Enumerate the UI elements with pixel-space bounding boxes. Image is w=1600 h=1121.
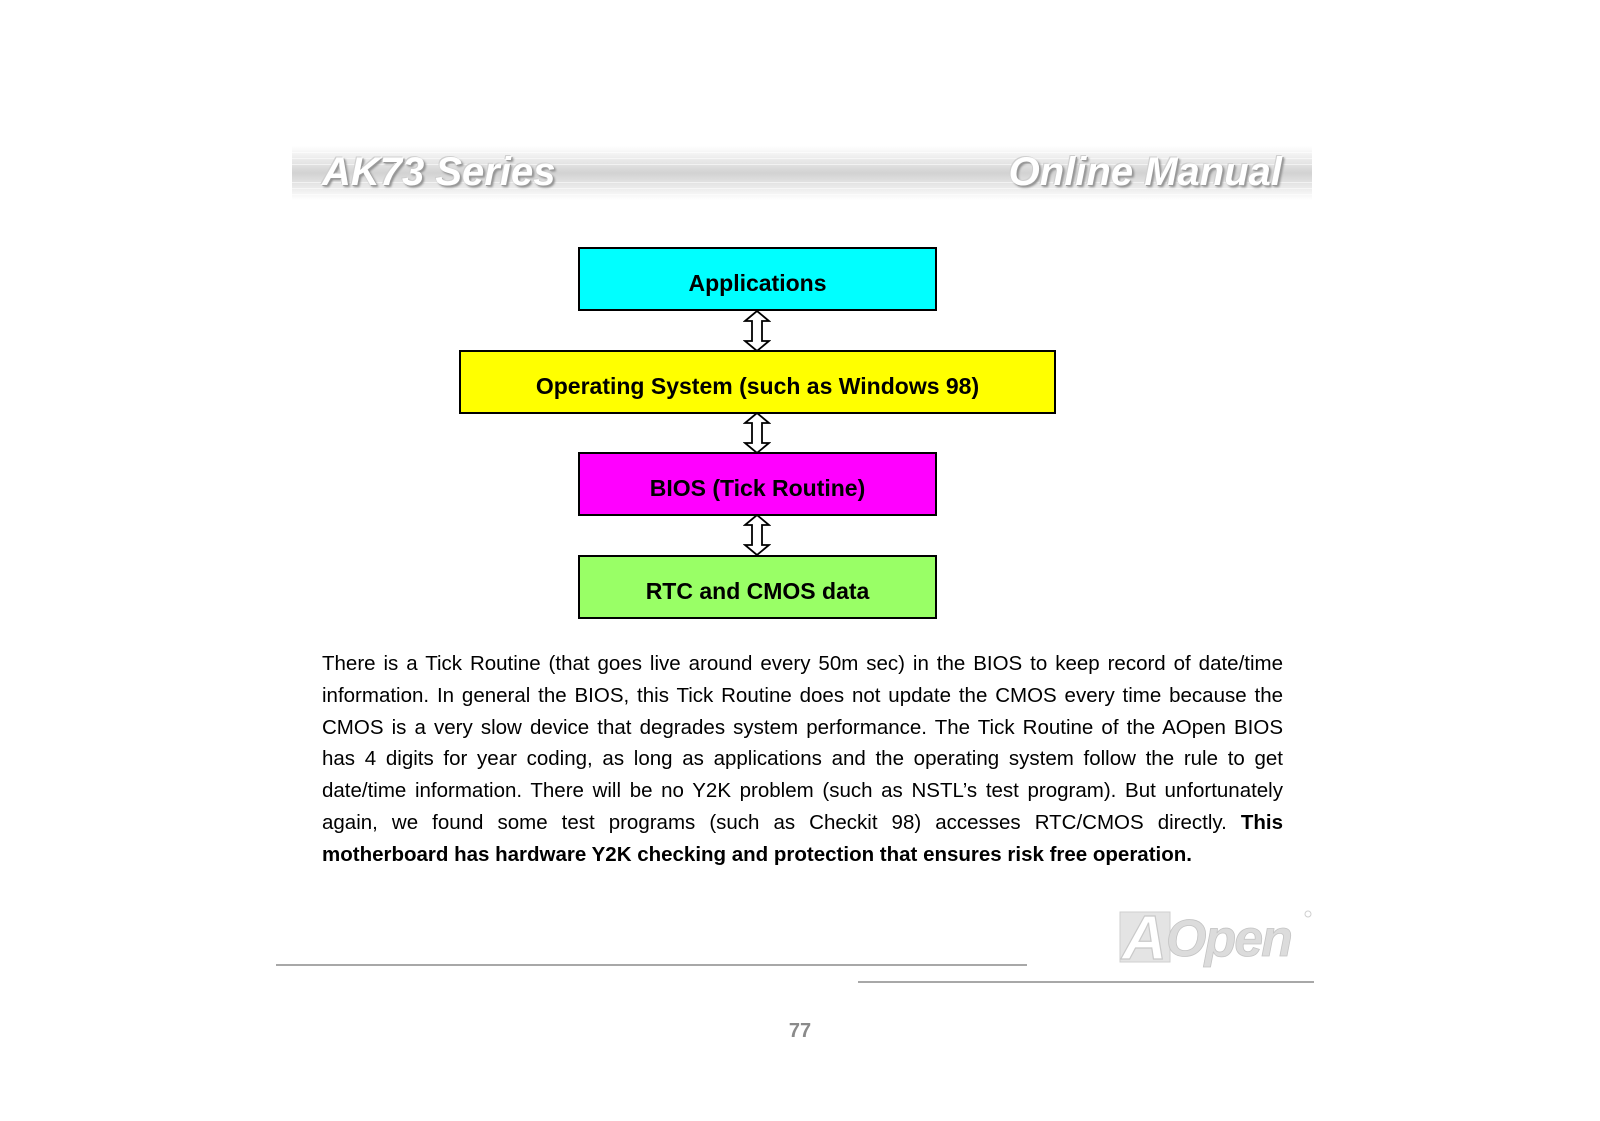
diagram-box-bios: BIOS (Tick Routine) [578,452,937,516]
double-arrow-icon [743,514,771,556]
body-paragraph [322,648,1283,871]
diagram-box-operating-system: Operating System (such as Windows 98) [459,350,1056,414]
aopen-logo-icon [1118,904,1314,970]
svg-text:Open: Open [1166,910,1291,968]
double-arrow-icon [743,412,771,454]
header-manual-title: Online Manual [1008,150,1282,194]
body-paragraph-text: There is a Tick Routine (that goes live around every 50m sec) in the BIOS to keep record of date/time information. In general the BIOS, this Tick Routine does not update the CMOS every time because the CMOS is a very slow device that degrades system performance. The Tick Routine of the AOpen BIOS has 4 digits for year coding, as long as applications and the operating system follow the rule to get date/time information. There will be no Y2K problem (such as NSTL’s test program). But unfortunately again, we found some test programs (such as Checkit 98) accesses RTC/CMOS directly. [322,652,1283,834]
page-number: 77 [788,1020,812,1042]
footer-rule-right [858,981,1314,983]
diagram-box-rtc-cmos: RTC and CMOS data [578,555,937,619]
footer-rule-left [276,964,1027,966]
diagram-box-applications: Applications [578,247,937,311]
svg-text:A: A [1122,904,1167,970]
header-series-title: AK73 Series [322,150,556,194]
double-arrow-icon [743,310,771,352]
body-paragraph-emphasis: This motherboard has hardware Y2K checking and protection that ensures risk free operation. [322,810,1283,866]
